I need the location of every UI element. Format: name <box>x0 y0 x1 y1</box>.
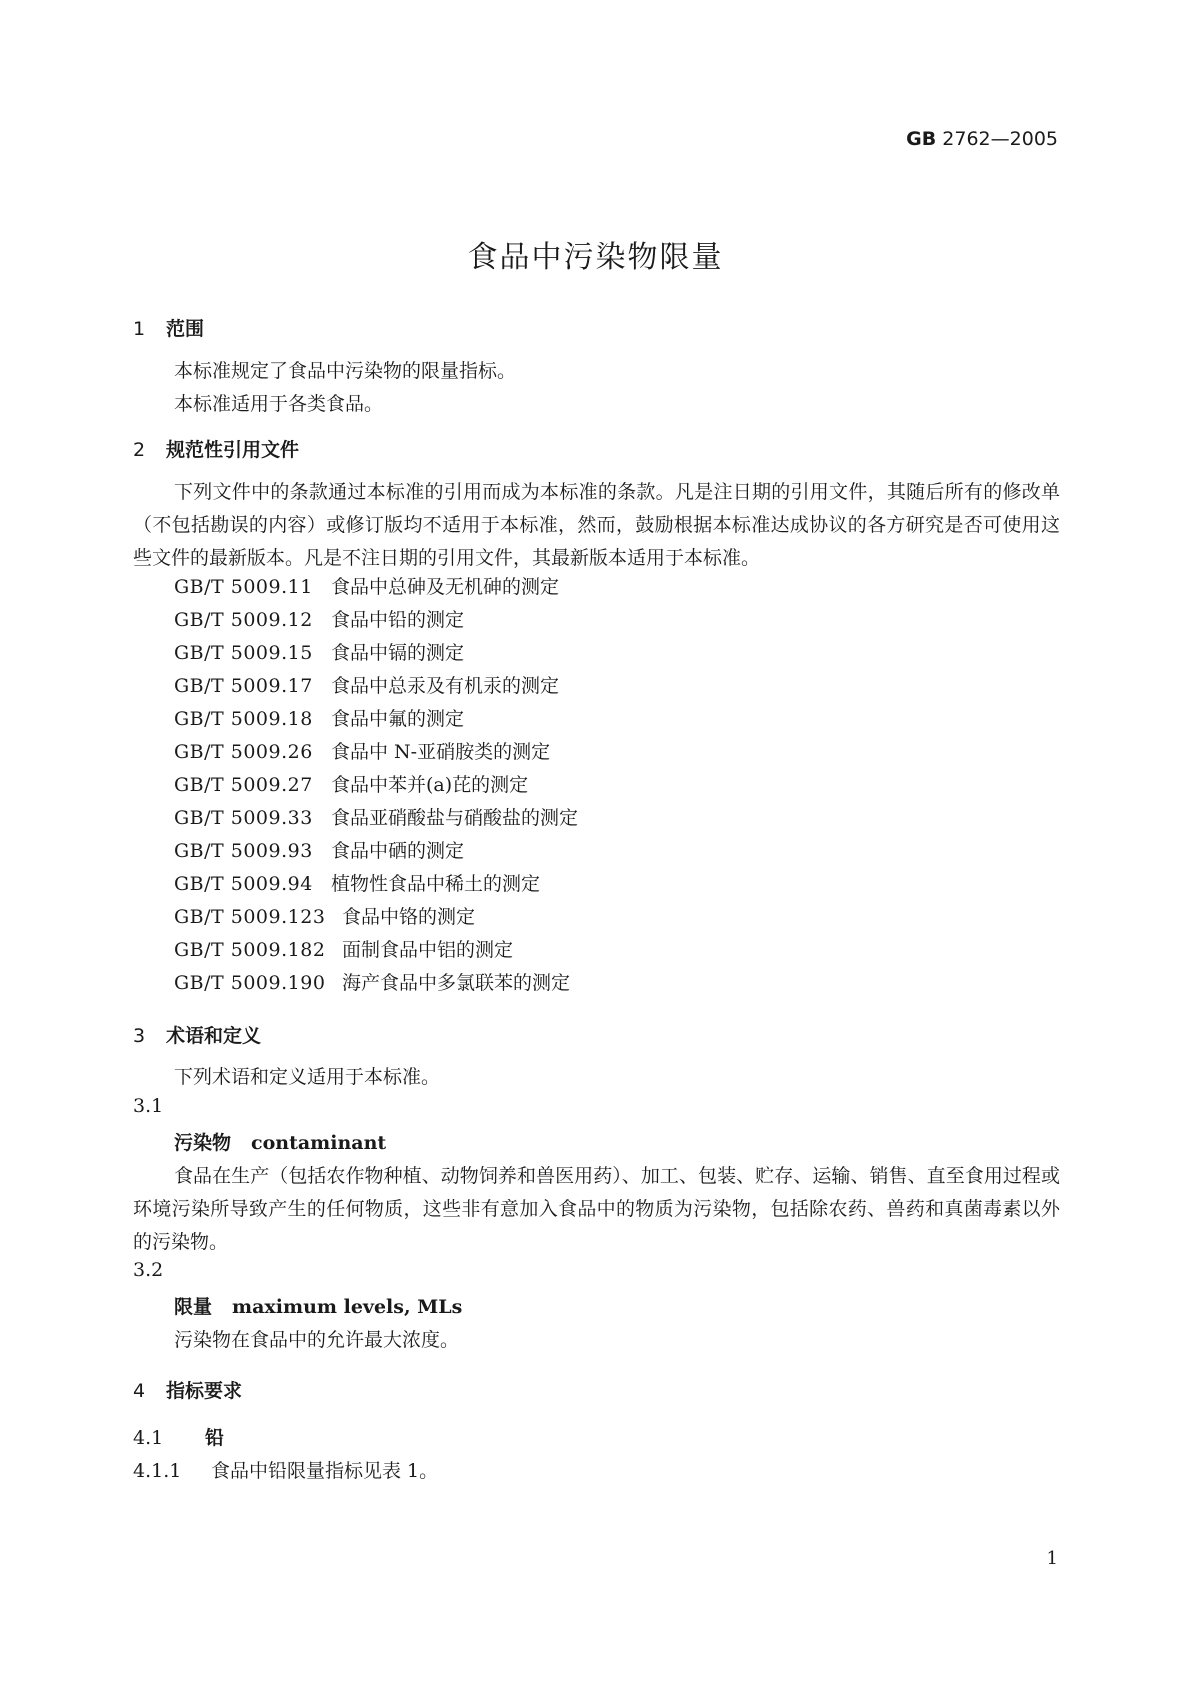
reference-code: GB/T 5009.18 <box>174 708 313 730</box>
reference-item <box>174 605 464 632</box>
reference-code: GB/T 5009.94 <box>174 873 313 895</box>
reference-code: GB/T 5009.93 <box>174 840 313 862</box>
standard-number: 2762—2005 <box>936 128 1058 150</box>
subsection-heading <box>133 1423 224 1450</box>
reference-name: 食品中总砷及无机砷的测定 <box>331 576 560 598</box>
paragraph: 下列术语和定义适用于本标准。 <box>174 1066 441 1088</box>
reference-code: GB/T 5009.11 <box>174 576 313 598</box>
section-4-heading <box>133 1376 242 1403</box>
reference-item <box>174 968 570 995</box>
page-number: 1 <box>1046 1548 1058 1569</box>
term-definition: 污染物在食品中的允许最大浓度。 <box>174 1329 460 1351</box>
reference-name: 食品中苯并(a)芘的测定 <box>331 774 529 796</box>
reference-item <box>174 902 475 929</box>
reference-name: 海产食品中多氯联苯的测定 <box>342 972 571 994</box>
reference-name: 食品中镉的测定 <box>331 642 465 664</box>
reference-item <box>174 836 464 863</box>
section-number: 4 <box>133 1380 146 1402</box>
section-title: 指标要求 <box>166 1380 243 1402</box>
reference-name: 食品中铬的测定 <box>342 906 476 928</box>
clause-text: 食品中铅限量指标见表 1。 <box>211 1460 439 1482</box>
reference-item <box>174 638 464 665</box>
reference-name: 食品亚硝酸盐与硝酸盐的测定 <box>331 807 579 829</box>
section-number: 3 <box>133 1025 146 1047</box>
section-title: 规范性引用文件 <box>166 439 300 461</box>
reference-code: GB/T 5009.26 <box>174 741 313 763</box>
reference-name: 食品中 N-亚硝胺类的测定 <box>331 741 551 763</box>
term-chinese: 污染物 <box>174 1132 232 1154</box>
reference-item <box>174 737 550 764</box>
reference-code: GB/T 5009.182 <box>174 939 326 961</box>
reference-code: GB/T 5009.123 <box>174 906 326 928</box>
reference-code: GB/T 5009.17 <box>174 675 313 697</box>
reference-name: 食品中硒的测定 <box>331 840 465 862</box>
term-english: maximum levels, MLs <box>232 1296 463 1318</box>
reference-name: 食品中总汞及有机汞的测定 <box>331 675 560 697</box>
clause-number: 4.1.1 <box>133 1460 182 1482</box>
term-entry <box>174 1128 386 1155</box>
section-number: 1 <box>133 318 146 340</box>
reference-name: 食品中氟的测定 <box>331 708 465 730</box>
paragraph: 本标准适用于各类食品。 <box>174 393 384 415</box>
paragraph: 本标准规定了食品中污染物的限量指标。 <box>174 360 517 382</box>
reference-item <box>174 803 578 830</box>
section-3-heading <box>133 1021 261 1048</box>
section-1-heading <box>133 314 204 341</box>
standard-prefix: GB <box>906 128 937 150</box>
clause-number: 3.2 <box>133 1259 164 1281</box>
reference-item <box>174 869 540 896</box>
paragraph: 下列文件中的条款通过本标准的引用而成为本标准的条款。凡是注日期的引用文件，其随后所有的修改单（不包括勘误的内容）或修订版均不适用于本标准，然而，鼓励根据本标准达成协议的各方研究是否可使用这些文件的最新版本。凡是不注日期的引用文件，其最新版本适用于本标准。 <box>133 481 1060 569</box>
term-entry <box>174 1292 462 1319</box>
reference-item <box>174 671 559 698</box>
reference-code: GB/T 5009.15 <box>174 642 313 664</box>
term-chinese: 限量 <box>174 1296 213 1318</box>
standard-code <box>906 128 1058 150</box>
section-title: 术语和定义 <box>166 1025 262 1047</box>
subsection-title: 铅 <box>205 1427 225 1449</box>
reference-code: GB/T 5009.33 <box>174 807 313 829</box>
subsection-number: 4.1 <box>133 1427 164 1449</box>
reference-name: 食品中铅的测定 <box>331 609 465 631</box>
reference-item <box>174 704 464 731</box>
reference-item <box>174 770 528 797</box>
reference-item <box>174 572 559 599</box>
reference-name: 面制食品中铝的测定 <box>342 939 514 961</box>
section-number: 2 <box>133 439 146 461</box>
section-2-heading <box>133 435 299 462</box>
clause-number: 3.1 <box>133 1095 164 1117</box>
reference-item <box>174 935 513 962</box>
section-title: 范围 <box>166 318 205 340</box>
reference-name: 植物性食品中稀土的测定 <box>331 873 541 895</box>
document-title: 食品中污染物限量 <box>467 240 724 275</box>
reference-code: GB/T 5009.190 <box>174 972 326 994</box>
term-definition: 食品在生产（包括农作物种植、动物饲养和兽医用药）、加工、包装、贮存、运输、销售、直至食用过程或环境污染所导致产生的任何物质，这些非有意加入食品中的物质为污染物，包括除农药、兽药和真菌毒素以外的污染物。 <box>133 1165 1060 1253</box>
clause <box>133 1456 438 1483</box>
reference-code: GB/T 5009.12 <box>174 609 313 631</box>
reference-code: GB/T 5009.27 <box>174 774 313 796</box>
term-english: contaminant <box>251 1132 387 1154</box>
